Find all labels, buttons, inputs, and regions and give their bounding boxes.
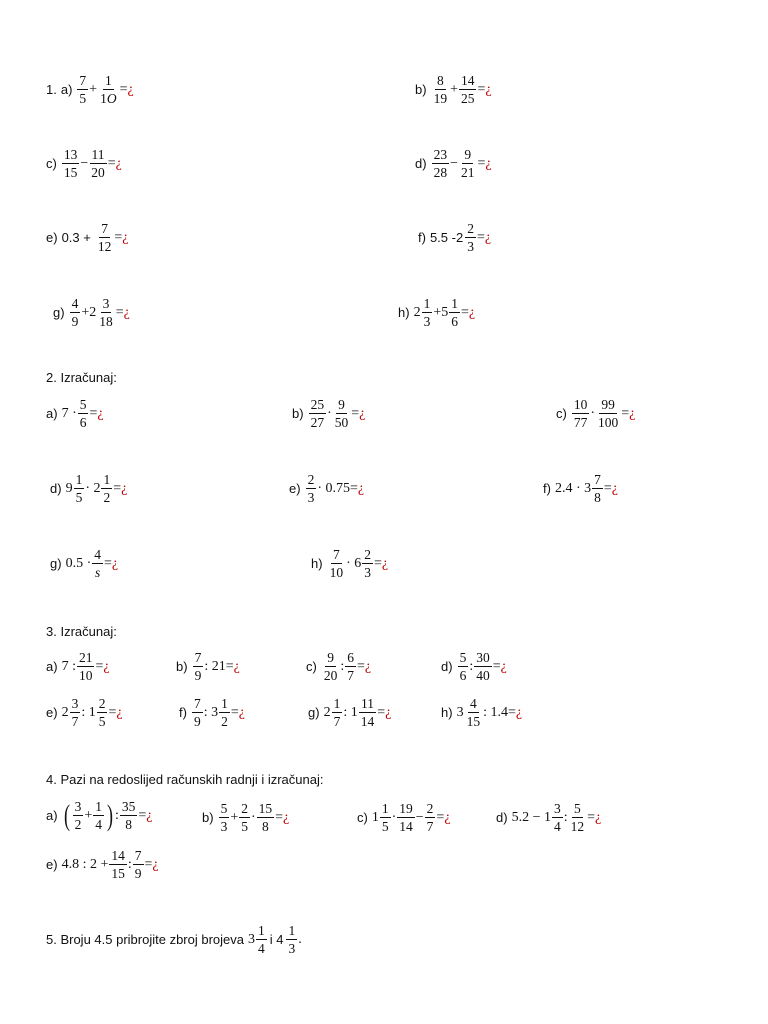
equals-sign: = xyxy=(230,704,239,720)
exercise-2e xyxy=(289,473,364,504)
unknown-mark: ¿ xyxy=(629,405,636,421)
equals-sign: = xyxy=(477,81,486,97)
exercise-2a xyxy=(46,398,104,429)
item-label: e) xyxy=(46,857,58,872)
fraction: $\frac{14}{25}$ xyxy=(460,73,475,106)
fraction: $\frac{4}{s}$ xyxy=(94,547,101,580)
exercise-1f xyxy=(418,222,491,253)
fraction: $\frac{4}{9}$ xyxy=(71,296,79,329)
unknown-mark: ¿ xyxy=(484,229,492,245)
operator: · xyxy=(590,405,596,421)
unknown-mark: ¿ xyxy=(444,809,451,825)
exercise-3d xyxy=(441,651,507,682)
exercise-2f xyxy=(543,473,618,504)
operator: · 2 xyxy=(85,480,101,496)
fraction: $\frac{1}{5}$ xyxy=(381,801,389,834)
fraction: $\frac{7}{10}$ xyxy=(329,547,344,580)
exercise-3h xyxy=(441,697,522,728)
fraction: $\frac{19}{14}$ xyxy=(399,801,413,834)
equals-sign: = xyxy=(349,480,358,496)
expression-prefix: 2.4 · 3 xyxy=(554,480,592,496)
operator: + xyxy=(84,807,93,823)
fraction: $\frac{13}{15}$ xyxy=(63,147,78,180)
equals-sign: = xyxy=(507,704,516,720)
section-2-heading: 2. Izračunaj: xyxy=(46,370,117,385)
equals-sign: = xyxy=(95,658,104,674)
fraction: $\frac{3}{7}$ xyxy=(71,696,79,729)
expression-prefix: 7 : xyxy=(61,658,76,674)
fraction: $\frac{10}{77}$ xyxy=(573,397,588,430)
fraction: $\frac{1}{3}$ xyxy=(288,923,296,956)
fraction: $\frac{2}{5}$ xyxy=(241,801,248,834)
item-label: f) xyxy=(179,705,187,720)
fraction: $\frac{3}{4}$ xyxy=(553,801,561,834)
operator: · xyxy=(250,809,256,825)
exercise-4a xyxy=(46,800,152,831)
unknown-mark: ¿ xyxy=(152,856,159,872)
fraction: $\frac{11}{14}$ xyxy=(360,696,375,729)
connector-text: i 4 xyxy=(269,932,284,947)
unknown-mark: ¿ xyxy=(115,155,122,171)
fraction: $\frac{3}{2}$ xyxy=(74,799,82,832)
unknown-mark: ¿ xyxy=(122,229,129,245)
fraction: $\frac{35}{8}$ xyxy=(121,799,136,832)
equals-sign: = xyxy=(621,405,630,421)
fraction: $\frac{1}{2}$ xyxy=(221,696,228,729)
fraction: $\frac{2}{7}$ xyxy=(426,801,434,834)
fraction: $\frac{7}{9}$ xyxy=(193,696,201,729)
operator: − xyxy=(80,155,89,171)
operator: : 1.4 xyxy=(483,704,508,720)
exercise-4c xyxy=(357,802,451,833)
fraction: $\frac{1}{6}$ xyxy=(451,296,458,329)
equals-sign: = xyxy=(476,229,485,245)
unknown-mark: ¿ xyxy=(364,658,372,674)
fraction: $\frac{99}{100}$ xyxy=(598,397,619,430)
operator: − xyxy=(450,155,458,171)
fraction: $\frac{30}{40}$ xyxy=(476,650,490,683)
expression-prefix: 5.2 − 1 xyxy=(511,809,551,825)
operator: : 1 xyxy=(81,704,96,720)
operator: : xyxy=(563,809,568,825)
fraction: $\frac{5}{6}$ xyxy=(459,650,467,683)
item-label: d) xyxy=(441,659,453,674)
operator: : 3 xyxy=(203,704,219,720)
unknown-mark: ¿ xyxy=(500,658,507,674)
whole-number: 3 xyxy=(248,931,255,947)
operator: + xyxy=(450,81,458,97)
equals-sign: = xyxy=(103,555,112,571)
exercise-number: 1. xyxy=(46,82,57,97)
exercise-5 xyxy=(46,924,302,955)
item-label: a) xyxy=(46,406,58,421)
item-label: b) xyxy=(415,82,427,97)
expression-prefix: 4.8 : 2 + xyxy=(61,856,109,872)
operator: · 6 xyxy=(346,555,362,571)
item-label: c) xyxy=(306,659,317,674)
fraction: $\frac{1}{3}$ xyxy=(423,296,431,329)
item-label: a) xyxy=(60,82,73,97)
whole-number: 2 xyxy=(61,704,69,720)
item-label: d) xyxy=(50,481,62,496)
unknown-mark: ¿ xyxy=(111,555,119,571)
item-label: e) xyxy=(289,481,301,496)
equals-sign: = xyxy=(144,856,153,872)
unknown-mark: ¿ xyxy=(385,704,392,720)
equals-sign: = xyxy=(477,155,486,171)
item-label: a) xyxy=(46,808,58,823)
exercise-2c xyxy=(556,398,635,429)
equals-sign: = xyxy=(108,704,117,720)
item-label: d) xyxy=(415,156,427,171)
equals-sign: = xyxy=(275,809,284,825)
item-label: f) xyxy=(543,481,551,496)
operator: +2 xyxy=(81,304,97,320)
exercise-1d xyxy=(415,148,492,179)
operator: · xyxy=(327,405,332,421)
fraction: $\frac{1}{4}$ xyxy=(258,923,265,956)
whole-number: 3 xyxy=(456,704,464,720)
unknown-mark: ¿ xyxy=(468,304,476,320)
item-label: d) xyxy=(496,810,508,825)
equals-sign: = xyxy=(115,304,124,320)
exercise-3g xyxy=(308,697,391,728)
equals-sign: = xyxy=(89,405,98,421)
unknown-mark: ¿ xyxy=(611,480,618,496)
exercise-3b xyxy=(176,651,240,682)
exercise-4b xyxy=(202,802,289,833)
fraction: $\frac{14}{15}$ xyxy=(111,848,125,881)
exercise-1h xyxy=(398,297,475,328)
fraction: $\frac{4}{15}$ xyxy=(466,696,481,729)
fraction: $\frac{2}{3}$ xyxy=(307,472,315,505)
item-label: g) xyxy=(308,705,320,720)
equals-sign: = xyxy=(377,704,386,720)
exercise-3a xyxy=(46,651,110,682)
exercise-4d xyxy=(496,802,601,833)
operator: : xyxy=(114,807,119,823)
whole-number: 2 xyxy=(323,704,331,720)
fraction: $\frac{1}{1O}$ xyxy=(100,73,117,106)
equals-sign: = xyxy=(351,405,360,421)
fraction: $\frac{21}{10}$ xyxy=(78,650,93,683)
item-label: h) xyxy=(311,556,323,571)
operator: : 1 xyxy=(343,704,358,720)
unknown-mark: ¿ xyxy=(357,480,365,496)
fraction: $\frac{2}{3}$ xyxy=(364,547,371,580)
equals-sign: = xyxy=(373,555,382,571)
exercise-4e xyxy=(46,849,159,880)
whole-number: 9 xyxy=(65,480,73,496)
unknown-mark: ¿ xyxy=(485,155,492,171)
expression-prefix: 0.5 · xyxy=(65,555,92,571)
item-label: b) xyxy=(202,810,214,825)
exercise-3c xyxy=(306,651,371,682)
exercise-3e xyxy=(46,697,123,728)
fraction: $\frac{1}{7}$ xyxy=(333,696,341,729)
exercise-2g xyxy=(50,548,118,579)
unknown-mark: ¿ xyxy=(121,480,128,496)
item-label: b) xyxy=(292,406,304,421)
item-label: b) xyxy=(176,659,188,674)
fraction: $\frac{23}{28}$ xyxy=(433,147,448,180)
fraction: $\frac{5}{3}$ xyxy=(220,801,228,834)
expression-prefix: 5.5 -2 xyxy=(429,230,464,245)
operator: : xyxy=(469,658,474,674)
operator: · 0.75 xyxy=(317,480,350,496)
equals-sign: = xyxy=(138,807,147,823)
unknown-mark: ¿ xyxy=(146,807,153,823)
operator: : 21 xyxy=(204,658,226,674)
fraction: $\frac{1}{4}$ xyxy=(95,799,102,832)
item-label: g) xyxy=(50,556,62,571)
unknown-mark: ¿ xyxy=(116,704,123,720)
equals-sign: = xyxy=(114,229,123,245)
operator: − xyxy=(415,809,424,825)
exercise-1a xyxy=(46,74,134,105)
operator: + xyxy=(230,809,239,825)
equals-sign: = xyxy=(460,304,469,320)
item-label: e) xyxy=(46,705,58,720)
unknown-mark: ¿ xyxy=(515,704,523,720)
unknown-mark: ¿ xyxy=(97,405,104,421)
equals-sign: = xyxy=(225,658,234,674)
fraction: $\frac{8}{19}$ xyxy=(433,73,448,106)
fraction: $\frac{5}{6}$ xyxy=(79,397,87,430)
unknown-mark: ¿ xyxy=(127,81,134,97)
unknown-mark: ¿ xyxy=(238,704,245,720)
fraction: $\frac{3}{18}$ xyxy=(99,296,113,329)
unknown-mark: ¿ xyxy=(359,405,366,421)
fraction: $\frac{2}{3}$ xyxy=(467,221,474,254)
item-label: c) xyxy=(46,156,57,171)
fraction: $\frac{2}{5}$ xyxy=(98,696,106,729)
fraction: $\frac{9}{50}$ xyxy=(334,397,349,430)
unknown-mark: ¿ xyxy=(595,809,602,825)
equals-sign: = xyxy=(492,658,501,674)
exercise-3f xyxy=(179,697,245,728)
item-label: h) xyxy=(398,305,410,320)
expression-prefix: 7 · xyxy=(61,405,77,421)
expression-prefix: 0.3 + xyxy=(61,230,91,245)
exercise-1c xyxy=(46,148,122,179)
unknown-mark: ¿ xyxy=(233,658,240,674)
item-label: g) xyxy=(53,305,65,320)
equals-sign: = xyxy=(603,480,612,496)
fraction: $\frac{7}{12}$ xyxy=(97,221,112,254)
exercise-1e xyxy=(46,222,128,253)
item-label: a) xyxy=(46,659,58,674)
item-label: c) xyxy=(357,810,368,825)
fraction: $\frac{15}{8}$ xyxy=(258,801,273,834)
equals-sign: = xyxy=(113,480,122,496)
left-parenthesis: ( xyxy=(63,798,70,832)
unknown-mark: ¿ xyxy=(381,555,389,571)
exercise-2h xyxy=(311,548,388,579)
item-label: c) xyxy=(556,406,567,421)
task-text: 5. Broju 4.5 pribrojite zbroj brojeva xyxy=(46,932,244,947)
fraction: $\frac{7}{8}$ xyxy=(594,472,601,505)
exercise-1g xyxy=(53,297,130,328)
unknown-mark: ¿ xyxy=(283,809,290,825)
period: . xyxy=(298,931,302,947)
fraction: $\frac{7}{9}$ xyxy=(194,650,202,683)
fraction: $\frac{7}{9}$ xyxy=(134,848,142,881)
equals-sign: = xyxy=(119,81,128,97)
section-4-heading: 4. Pazi na redoslijed računskih radnji i izračunaj: xyxy=(46,772,324,787)
equals-sign: = xyxy=(107,155,116,171)
exercise-1b xyxy=(415,74,492,105)
fraction: $\frac{11}{20}$ xyxy=(91,147,105,180)
fraction: $\frac{5}{12}$ xyxy=(570,801,585,834)
operator: + xyxy=(89,81,98,97)
unknown-mark: ¿ xyxy=(103,658,110,674)
operator: : xyxy=(340,658,345,674)
equals-sign: = xyxy=(356,658,365,674)
operator: +5 xyxy=(433,304,449,320)
exercise-2b xyxy=(292,398,365,429)
whole-number: 2 xyxy=(413,304,421,320)
fraction: $\frac{9}{20}$ xyxy=(323,650,338,683)
fraction: $\frac{6}{7}$ xyxy=(347,650,354,683)
equals-sign: = xyxy=(436,809,445,825)
operator: : xyxy=(127,856,132,872)
unknown-mark: ¿ xyxy=(123,304,130,320)
item-label: e) xyxy=(46,230,58,245)
operator: · xyxy=(391,809,397,825)
section-3-heading: 3. Izračunaj: xyxy=(46,624,117,639)
fraction: $\frac{1}{5}$ xyxy=(75,472,83,505)
whole-number: 1 xyxy=(371,809,379,825)
right-parenthesis: ) xyxy=(106,798,113,832)
item-label: f) xyxy=(418,230,426,245)
item-label: h) xyxy=(441,705,453,720)
fraction: $\frac{25}{27}$ xyxy=(310,397,325,430)
equals-sign: = xyxy=(587,809,596,825)
unknown-mark: ¿ xyxy=(485,81,492,97)
fraction: $\frac{7}{5}$ xyxy=(79,73,87,106)
exercise-2d xyxy=(50,473,127,504)
fraction: $\frac{9}{21}$ xyxy=(460,147,475,180)
fraction: $\frac{1}{2}$ xyxy=(103,472,111,505)
